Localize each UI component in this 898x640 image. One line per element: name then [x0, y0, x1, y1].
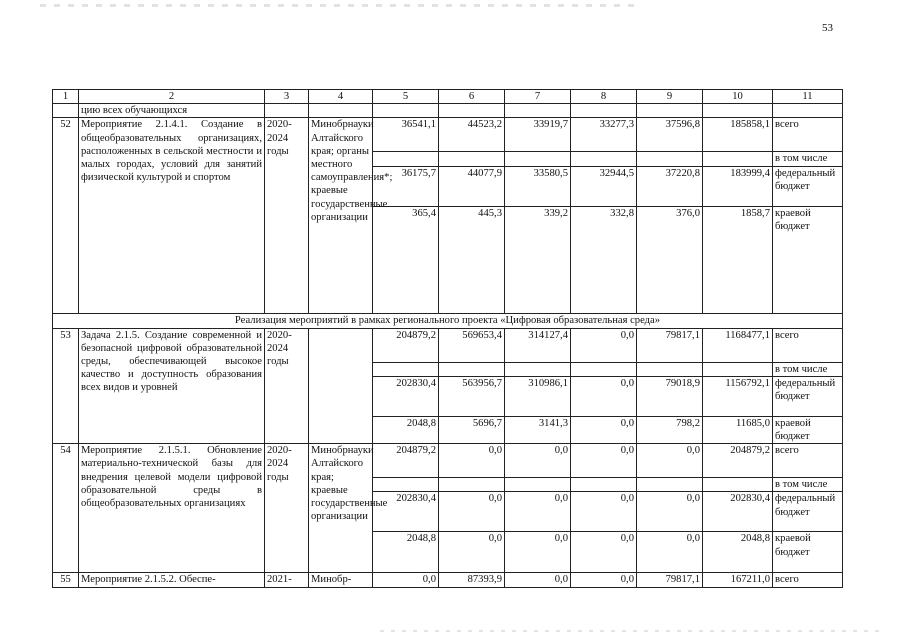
col-header: 8 — [571, 90, 637, 104]
amount-cell: 2048,8 — [703, 532, 773, 573]
amount-cell: 167211,0 — [703, 573, 773, 588]
col-header: 5 — [373, 90, 439, 104]
amount-cell — [505, 478, 571, 492]
row-number: 55 — [53, 573, 79, 588]
continued-text: цию всех обучающихся — [79, 104, 265, 118]
amount-cell — [439, 478, 505, 492]
amount-cell: 798,2 — [637, 416, 703, 443]
amount-cell: 0,0 — [637, 444, 703, 478]
funding-source: краевой бюджет — [773, 206, 843, 313]
col-header: 3 — [265, 90, 309, 104]
measure-name: Мероприятие 2.1.5.1. Обновление материально-технической базы для внедрения целевой модели цифровой образовательной среды в общеобразовательных организациях — [79, 444, 265, 573]
header-row — [53, 90, 843, 104]
amount-cell: 36541,1 — [373, 118, 439, 152]
amount-cell — [571, 478, 637, 492]
col-header: 1 — [53, 90, 79, 104]
amount-cell — [703, 478, 773, 492]
funding-source: в том числе — [773, 478, 843, 492]
amount-cell — [439, 152, 505, 166]
amount-cell: 0,0 — [571, 328, 637, 362]
amount-cell: 0,0 — [505, 492, 571, 532]
funding-source: федеральный бюджет — [773, 166, 843, 206]
amount-cell: 202830,4 — [373, 376, 439, 416]
amount-cell: 44523,2 — [439, 118, 505, 152]
amount-cell: 0,0 — [571, 444, 637, 478]
funding-source: всего — [773, 118, 843, 152]
amount-cell: 79018,9 — [637, 376, 703, 416]
funding-source: федеральный бюджет — [773, 376, 843, 416]
executor: Минобрнауки Алтайского края; краевые государственные организации — [309, 444, 373, 573]
page-number: 53 — [822, 22, 833, 34]
funding-source: краевой бюджет — [773, 532, 843, 573]
amount-cell: 1168477,1 — [703, 328, 773, 362]
amount-cell — [637, 478, 703, 492]
amount-cell: 0,0 — [439, 492, 505, 532]
measure-name: Задача 2.1.5. Создание современной и безопасной цифровой образовательной среды, обеспечивающей высокое качество и доступность образования всех видов и уровней — [79, 328, 265, 444]
amount-cell: 0,0 — [505, 573, 571, 588]
period: 2020-2024 годы — [265, 444, 309, 573]
amount-cell: 0,0 — [571, 532, 637, 573]
amount-cell: 183999,4 — [703, 166, 773, 206]
amount-cell: 0,0 — [637, 532, 703, 573]
amount-cell: 3141,3 — [505, 416, 571, 443]
amount-cell: 0,0 — [571, 376, 637, 416]
continued-row — [53, 104, 843, 118]
amount-cell — [637, 152, 703, 166]
amount-cell: 33919,7 — [505, 118, 571, 152]
col-header: 10 — [703, 90, 773, 104]
amount-cell: 33580,5 — [505, 166, 571, 206]
amount-cell: 11685,0 — [703, 416, 773, 443]
scan-artifact — [40, 4, 640, 7]
scan-artifact — [380, 630, 880, 632]
funding-source: в том числе — [773, 152, 843, 166]
amount-cell — [505, 152, 571, 166]
amount-cell: 33277,3 — [571, 118, 637, 152]
measure-name: Мероприятие 2.1.4.1. Создание в общеобразовательных организациях, расположенных в сельской местности и малых городах, условий для занятий физической культурой и спортом — [79, 118, 265, 313]
amount-cell: 2048,8 — [373, 532, 439, 573]
budget-table — [52, 89, 843, 588]
funding-source: краевой бюджет — [773, 416, 843, 443]
amount-cell: 365,4 — [373, 206, 439, 313]
amount-cell: 0,0 — [571, 492, 637, 532]
amount-cell: 204879,2 — [373, 328, 439, 362]
amount-cell: 0,0 — [439, 444, 505, 478]
amount-cell: 204879,2 — [373, 444, 439, 478]
col-header: 7 — [505, 90, 571, 104]
amount-cell: 37220,8 — [637, 166, 703, 206]
amount-cell: 5696,7 — [439, 416, 505, 443]
col-header: 9 — [637, 90, 703, 104]
amount-cell — [505, 362, 571, 376]
amount-cell: 0,0 — [439, 532, 505, 573]
amount-cell — [703, 152, 773, 166]
amount-cell: 376,0 — [637, 206, 703, 313]
executor — [309, 328, 373, 444]
amount-cell: 79817,1 — [637, 573, 703, 588]
amount-cell: 202830,4 — [373, 492, 439, 532]
funding-source: всего — [773, 328, 843, 362]
amount-cell — [439, 362, 505, 376]
amount-cell — [571, 152, 637, 166]
funding-source: федеральный бюджет — [773, 492, 843, 532]
funding-source: всего — [773, 573, 843, 588]
amount-cell: 204879,2 — [703, 444, 773, 478]
amount-cell — [373, 152, 439, 166]
amount-cell: 44077,9 — [439, 166, 505, 206]
amount-cell: 1156792,1 — [703, 376, 773, 416]
section-title: Реализация мероприятий в рамках регионального проекта «Цифровая образовательная среда» — [53, 313, 843, 328]
amount-cell — [637, 362, 703, 376]
table-row — [53, 118, 843, 152]
amount-cell — [571, 362, 637, 376]
executor: Минобрнауки Алтайского края; органы местного самоуправления*; краевые государственные организации — [309, 118, 373, 313]
amount-cell: 445,3 — [439, 206, 505, 313]
col-header: 2 — [79, 90, 265, 104]
amount-cell: 0,0 — [571, 416, 637, 443]
amount-cell: 0,0 — [373, 573, 439, 588]
row-number: 52 — [53, 118, 79, 313]
row-number: 54 — [53, 444, 79, 573]
funding-source: в том числе — [773, 362, 843, 376]
row-number: 53 — [53, 328, 79, 444]
period: 2020-2024 годы — [265, 328, 309, 444]
funding-source: всего — [773, 444, 843, 478]
amount-cell: 37596,8 — [637, 118, 703, 152]
amount-cell: 0,0 — [505, 532, 571, 573]
amount-cell — [373, 362, 439, 376]
amount-cell: 36175,7 — [373, 166, 439, 206]
amount-cell: 87393,9 — [439, 573, 505, 588]
amount-cell: 332,8 — [571, 206, 637, 313]
col-header: 4 — [309, 90, 373, 104]
executor: Минобр- — [309, 573, 373, 588]
measure-name: Мероприятие 2.1.5.2. Обеспе- — [79, 573, 265, 588]
table-row — [53, 328, 843, 362]
amount-cell: 310986,1 — [505, 376, 571, 416]
section-title-row — [53, 313, 843, 328]
amount-cell: 339,2 — [505, 206, 571, 313]
period: 2021- — [265, 573, 309, 588]
amount-cell: 0,0 — [571, 573, 637, 588]
table-row — [53, 573, 843, 588]
amount-cell: 202830,4 — [703, 492, 773, 532]
amount-cell: 1858,7 — [703, 206, 773, 313]
amount-cell: 185858,1 — [703, 118, 773, 152]
amount-cell — [373, 478, 439, 492]
amount-cell: 32944,5 — [571, 166, 637, 206]
col-header: 11 — [773, 90, 843, 104]
amount-cell: 0,0 — [637, 492, 703, 532]
table-row — [53, 444, 843, 478]
amount-cell — [703, 362, 773, 376]
period: 2020-2024 годы — [265, 118, 309, 313]
amount-cell: 314127,4 — [505, 328, 571, 362]
amount-cell: 2048,8 — [373, 416, 439, 443]
amount-cell: 569653,4 — [439, 328, 505, 362]
col-header: 6 — [439, 90, 505, 104]
amount-cell: 563956,7 — [439, 376, 505, 416]
amount-cell: 0,0 — [505, 444, 571, 478]
amount-cell: 79817,1 — [637, 328, 703, 362]
